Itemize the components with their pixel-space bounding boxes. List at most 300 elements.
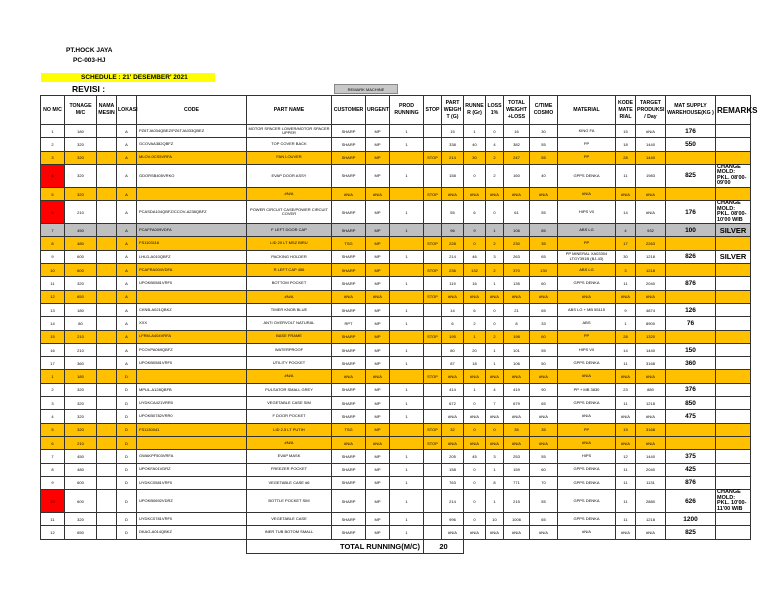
- cell-part-weight: 214: [442, 151, 464, 164]
- cell-customer: SHARP: [332, 151, 366, 164]
- cell-target: 3168: [636, 357, 666, 370]
- cell-remarks: [716, 526, 751, 539]
- cell-tonage: 600: [65, 264, 97, 277]
- cell-no: 15: [41, 330, 65, 343]
- cell-prod-running: 1: [390, 125, 424, 138]
- cell-material: GPPS DENKA: [558, 357, 616, 370]
- cell-remarks: [716, 423, 751, 436]
- cell-material: ABS LG: [558, 224, 616, 237]
- total-trailing-spacer: [464, 539, 751, 553]
- cell-runner: 1: [464, 330, 486, 343]
- cell-remarks: [716, 330, 751, 343]
- cell-material: ABS: [558, 317, 616, 330]
- cell-remarks: [716, 397, 751, 410]
- table-row: [41, 164, 751, 187]
- cell-code: UPOKB0581VRF0: [137, 277, 247, 290]
- cell-part-weight: #N/A: [442, 526, 464, 539]
- cell-remarks: [716, 436, 751, 449]
- cell-tonage: 180: [65, 125, 97, 138]
- col-part-name: PART NAME: [247, 96, 332, 125]
- cell-no: 2: [41, 138, 65, 151]
- table-row: [41, 125, 751, 138]
- cell-total-weight: 679: [504, 397, 530, 410]
- cell-material: HIPS V0: [558, 201, 616, 224]
- cell-loss: 1: [486, 490, 504, 513]
- cell-target: #N/A: [636, 187, 666, 200]
- cell-lokasi: A: [117, 138, 137, 151]
- table-row: [41, 151, 751, 164]
- cell-stop: [424, 250, 442, 263]
- cell-target: 1218: [636, 264, 666, 277]
- cell-prod-running: 1: [390, 526, 424, 539]
- cell-mat-supply: 825: [666, 164, 716, 187]
- cell-nama-mesin: [97, 277, 117, 290]
- cell-remarks: [716, 303, 751, 316]
- cell-stop: STOP: [424, 264, 442, 277]
- cell-lokasi: A: [117, 164, 137, 187]
- col-no-mc: NO M/C: [41, 96, 65, 125]
- cell-tonage: 450: [65, 450, 97, 463]
- cell-customer: #N/A: [332, 290, 366, 303]
- cell-runner: #N/A: [464, 436, 486, 449]
- cell-no: 10: [41, 264, 65, 277]
- cell-remarks: CHANGE MOLD: PKL. 10'00-11'00 WIB: [716, 490, 751, 513]
- cell-total-weight: 382: [504, 138, 530, 151]
- cell-customer: SHARP: [332, 450, 366, 463]
- cell-mat-supply: 876: [666, 476, 716, 489]
- cell-stop: [424, 463, 442, 476]
- cell-loss: 2: [486, 164, 504, 187]
- cell-material: #N/A: [558, 370, 616, 383]
- cell-target: #N/A: [636, 370, 666, 383]
- cell-no: 17: [41, 357, 65, 370]
- cell-runner: #N/A: [464, 370, 486, 383]
- col-lokasi: LOKASI: [117, 96, 137, 125]
- table-row: [41, 423, 751, 436]
- cell-part-name: #N/A: [247, 187, 332, 200]
- cell-customer: SHARP: [332, 513, 366, 526]
- cell-loss: 1: [486, 224, 504, 237]
- table-row: [41, 450, 751, 463]
- cell-tonage: 600: [65, 490, 97, 513]
- cell-nama-mesin: [97, 343, 117, 356]
- cell-material: ABS LG: [558, 264, 616, 277]
- cell-part-name: ANTI OVERVOLT NATURAL: [247, 317, 332, 330]
- cell-material: HIPS V0: [558, 343, 616, 356]
- cell-nama-mesin: [97, 201, 117, 224]
- cell-customer: SHARP: [332, 138, 366, 151]
- cell-lokasi: A: [117, 237, 137, 250]
- cell-target: #N/A: [636, 125, 666, 138]
- cell-code: LFRM-A404VRFA: [137, 330, 247, 343]
- cell-remarks: CHANGE MOLD: PKL. 08'00-10'00 WIB: [716, 201, 751, 224]
- cell-part-name: EVAP DOOR ASSY: [247, 164, 332, 187]
- cell-part-name: #N/A: [247, 436, 332, 449]
- cell-part-name: PULSATOR SMALL GREY: [247, 383, 332, 396]
- cell-loss: 0: [486, 303, 504, 316]
- cell-urgent: MP: [366, 151, 390, 164]
- table-row: [41, 237, 751, 250]
- cell-code: UYDKC0581VRF0: [137, 476, 247, 489]
- table-row: [41, 490, 751, 513]
- cell-prod-running: [390, 187, 424, 200]
- cell-nama-mesin: [97, 224, 117, 237]
- cell-runner: #N/A: [464, 290, 486, 303]
- cell-total-weight: 370: [504, 264, 530, 277]
- cell-no: 6: [41, 201, 65, 224]
- cell-runner: #N/A: [464, 187, 486, 200]
- cell-customer: TSG: [332, 237, 366, 250]
- cell-kode-material: 28: [616, 330, 636, 343]
- col-ctime: C/TIME COSMO: [530, 96, 558, 125]
- cell-loss: 10: [486, 513, 504, 526]
- cell-runner: 1: [464, 383, 486, 396]
- table-row: [41, 383, 751, 396]
- cell-remarks: [716, 450, 751, 463]
- cell-remarks: [716, 357, 751, 370]
- table-row: [41, 303, 751, 316]
- cell-runner: 0: [464, 237, 486, 250]
- cell-tonage: 180: [65, 303, 97, 316]
- cell-prod-running: 1: [390, 357, 424, 370]
- cell-kode-material: 12: [616, 450, 636, 463]
- cell-total-weight: #N/A: [504, 370, 530, 383]
- cell-nama-mesin: [97, 290, 117, 303]
- cell-total-weight: #N/A: [504, 436, 530, 449]
- cell-kode-material: 11: [616, 357, 636, 370]
- cell-remarks: [716, 264, 751, 277]
- cell-total-weight: 198: [504, 330, 530, 343]
- cell-target: 932: [636, 224, 666, 237]
- cell-tonage: 650: [65, 526, 97, 539]
- cell-nama-mesin: [97, 490, 117, 513]
- cell-code: [137, 436, 247, 449]
- cell-material: HIPS: [558, 450, 616, 463]
- cell-runner: 0: [464, 397, 486, 410]
- cell-lokasi: D: [117, 397, 137, 410]
- col-target: TARGET PRODUKSI / Day: [636, 96, 666, 125]
- cell-customer: SHARP: [332, 277, 366, 290]
- cell-prod-running: [390, 370, 424, 383]
- cell-material: PP: [558, 423, 616, 436]
- cell-material: GPPS DENKA: [558, 513, 616, 526]
- cell-tonage: 480: [65, 237, 97, 250]
- cell-prod-running: [390, 290, 424, 303]
- cell-customer: #N/A: [332, 370, 366, 383]
- cell-part-name: F LEFT DOOR CAP: [247, 224, 332, 237]
- cell-stop: [424, 224, 442, 237]
- cell-tonage: 320: [65, 513, 97, 526]
- cell-loss: 4: [486, 383, 504, 396]
- cell-ctime: 40: [530, 164, 558, 187]
- col-kode-material: KODE MATE RIAL: [616, 96, 636, 125]
- cell-tonage: 480: [65, 463, 97, 476]
- cell-target: 880: [636, 383, 666, 396]
- cell-mat-supply: [666, 290, 716, 303]
- table-row: [41, 201, 751, 224]
- cell-remarks: [716, 476, 751, 489]
- cell-total-weight: 35: [504, 423, 530, 436]
- cell-ctime: 30: [530, 125, 558, 138]
- cell-part-name: WATERPROOF: [247, 343, 332, 356]
- cell-remarks: [716, 317, 751, 330]
- cell-nama-mesin: [97, 383, 117, 396]
- cell-part-name: MOTOR SPACER LOWER/MOTOR SPACER UPPER: [247, 125, 332, 138]
- col-part-weight: PART WEIGH T (G): [442, 96, 464, 125]
- cell-kode-material: 3: [616, 264, 636, 277]
- cell-target: 2263: [636, 237, 666, 250]
- col-urgent: URGENT: [366, 96, 390, 125]
- cell-mat-supply: 626: [666, 490, 716, 513]
- cell-runner: 2: [464, 317, 486, 330]
- cell-kode-material: 11: [616, 164, 636, 187]
- cell-ctime: 35: [530, 423, 558, 436]
- table-row: [41, 526, 751, 539]
- col-stop: STOP: [424, 96, 442, 125]
- cell-ctime: 55: [530, 201, 558, 224]
- cell-target: 1218: [636, 513, 666, 526]
- cell-urgent: MP: [366, 250, 390, 263]
- cell-remarks: [716, 383, 751, 396]
- cell-kode-material: 17: [616, 237, 636, 250]
- cell-remarks: [716, 410, 751, 423]
- cell-code: [137, 187, 247, 200]
- cell-stop: [424, 164, 442, 187]
- cell-code: [137, 370, 247, 383]
- cell-ctime: #N/A: [530, 436, 558, 449]
- cell-nama-mesin: [97, 187, 117, 200]
- cell-stop: STOP: [424, 151, 442, 164]
- cell-material: GPPS DENKA: [558, 476, 616, 489]
- cell-total-weight: 21: [504, 303, 530, 316]
- cell-no: 1: [41, 125, 65, 138]
- cell-nama-mesin: [97, 264, 117, 277]
- cell-material: GPPS DENKA: [558, 490, 616, 513]
- cell-urgent: MP: [366, 125, 390, 138]
- cell-total-weight: 8: [504, 317, 530, 330]
- cell-target: #N/A: [636, 290, 666, 303]
- header-row: [41, 96, 751, 125]
- cell-ctime: 130: [530, 264, 558, 277]
- cell-ctime: 55: [530, 450, 558, 463]
- cell-remarks: [716, 237, 751, 250]
- cell-urgent: MP: [366, 450, 390, 463]
- cell-lokasi: D: [117, 370, 137, 383]
- cell-kode-material: 23: [616, 383, 636, 396]
- cell-runner: 1: [464, 125, 486, 138]
- cell-runner: #N/A: [464, 526, 486, 539]
- cell-material: ABS LG + MB 55115: [558, 303, 616, 316]
- cell-target: 1983: [636, 164, 666, 187]
- cell-kode-material: #N/A: [616, 436, 636, 449]
- total-running-value: 20: [424, 539, 464, 553]
- table-row: [41, 330, 751, 343]
- table-row: [41, 476, 751, 489]
- cell-runner: 30: [464, 151, 486, 164]
- cell-total-weight: 135: [504, 277, 530, 290]
- cell-loss: 7: [486, 397, 504, 410]
- cell-total-weight: 263: [504, 250, 530, 263]
- cell-customer: RPT: [332, 317, 366, 330]
- cell-remarks: CHANGE MOLD: PKL. 08'00-09'00: [716, 164, 751, 187]
- cell-part-weight: #N/A: [442, 187, 464, 200]
- cell-tonage: 320: [65, 423, 97, 436]
- cell-prod-running: 1: [390, 224, 424, 237]
- cell-customer: SHARP: [332, 264, 366, 277]
- cell-part-weight: #N/A: [442, 436, 464, 449]
- cell-runner: 0: [464, 490, 486, 513]
- cell-customer: #N/A: [332, 436, 366, 449]
- cell-target: #N/A: [636, 526, 666, 539]
- cell-target: 2880: [636, 490, 666, 513]
- cell-no: 7: [41, 450, 65, 463]
- cell-remarks: [716, 370, 751, 383]
- cell-kode-material: 18: [616, 138, 636, 151]
- cell-target: #N/A: [636, 436, 666, 449]
- cell-part-name: BOTTLE POCKET SIM: [247, 490, 332, 513]
- cell-ctime: 33: [530, 317, 558, 330]
- cell-stop: [424, 513, 442, 526]
- cell-loss: #N/A: [486, 410, 504, 423]
- cell-lokasi: A: [117, 264, 137, 277]
- cell-kode-material: 14: [616, 343, 636, 356]
- cell-nama-mesin: [97, 526, 117, 539]
- cell-urgent: MP: [366, 303, 390, 316]
- cell-part-name: UTILITY POCKET: [247, 357, 332, 370]
- cell-target: 8900: [636, 317, 666, 330]
- cell-customer: SHARP: [332, 330, 366, 343]
- cell-runner: 0: [464, 463, 486, 476]
- production-schedule-table: [40, 95, 758, 554]
- cell-remarks: [716, 290, 751, 303]
- cell-code: GCOVAA382QBFZ: [137, 138, 247, 151]
- cell-kode-material: #N/A: [616, 526, 636, 539]
- cell-target: 1440: [636, 450, 666, 463]
- table-row: [41, 410, 751, 423]
- cell-mat-supply: 550: [666, 138, 716, 151]
- cell-code: LHLD-A010QBFZ: [137, 250, 247, 263]
- cell-code: PCOVPA069QBFZ: [137, 343, 247, 356]
- cell-part-name: #N/A: [247, 290, 332, 303]
- cell-urgent: MP: [366, 513, 390, 526]
- cell-customer: SHARP: [332, 164, 366, 187]
- cell-total-weight: 106: [504, 357, 530, 370]
- cell-prod-running: [390, 151, 424, 164]
- cell-urgent: MP: [366, 330, 390, 343]
- cell-part-name: VEGETABLE CASE SIM: [247, 397, 332, 410]
- cell-prod-running: [390, 237, 424, 250]
- revisi-label: REVISI :: [72, 84, 106, 94]
- cell-kode-material: 11: [616, 476, 636, 489]
- cell-material: PP + MB 3830: [558, 383, 616, 396]
- cell-remarks: [716, 138, 751, 151]
- cell-kode-material: 28: [616, 151, 636, 164]
- cell-mat-supply: [666, 264, 716, 277]
- cell-lokasi: D: [117, 436, 137, 449]
- cell-total-weight: 61: [504, 201, 530, 224]
- cell-part-name: VEGETABLE CASE: [247, 513, 332, 526]
- cell-runner: 45: [464, 450, 486, 463]
- cell-lokasi: A: [117, 290, 137, 303]
- cell-urgent: MP: [366, 410, 390, 423]
- cell-nama-mesin: [97, 250, 117, 263]
- cell-target: 1320: [636, 330, 666, 343]
- cell-stop: [424, 277, 442, 290]
- cell-material: PP: [558, 151, 616, 164]
- cell-loss: 8: [486, 476, 504, 489]
- cell-mat-supply: [666, 187, 716, 200]
- cell-ctime: 55: [530, 151, 558, 164]
- cell-tonage: 320: [65, 410, 97, 423]
- cell-code: UYDKC0781VRF0: [137, 513, 247, 526]
- cell-customer: SHARP: [332, 250, 366, 263]
- cell-no: 4: [41, 410, 65, 423]
- cell-part-weight: 119: [442, 277, 464, 290]
- cell-prod-running: 1: [390, 201, 424, 224]
- cell-material: GPPS DENKA: [558, 463, 616, 476]
- cell-lokasi: D: [117, 410, 137, 423]
- cell-urgent: #N/A: [366, 436, 390, 449]
- cell-urgent: MP: [366, 463, 390, 476]
- cell-customer: SHARP: [332, 490, 366, 513]
- cell-ctime: #N/A: [530, 410, 558, 423]
- cell-no: 4: [41, 164, 65, 187]
- cell-lokasi: A: [117, 277, 137, 290]
- cell-part-name: LID 20 LT MSZ BIRU: [247, 237, 332, 250]
- cell-no: 16: [41, 343, 65, 356]
- cell-code: DKAG-A014QBKZ: [137, 526, 247, 539]
- cell-tonage: 210: [65, 436, 97, 449]
- cell-prod-running: 1: [390, 450, 424, 463]
- cell-lokasi: A: [117, 357, 137, 370]
- col-customer: CUSTOMER: [332, 96, 366, 125]
- cell-loss: #N/A: [486, 370, 504, 383]
- cell-no: 12: [41, 290, 65, 303]
- table-row: [41, 277, 751, 290]
- cell-runner: 0: [464, 164, 486, 187]
- cell-stop: [424, 343, 442, 356]
- cell-target: 1218: [636, 397, 666, 410]
- cell-no: 9: [41, 476, 65, 489]
- cell-urgent: MP: [366, 423, 390, 436]
- cell-customer: SHARP: [332, 125, 366, 138]
- cell-code: GWAKPF503VRFA: [137, 450, 247, 463]
- table-row: [41, 357, 751, 370]
- cell-kode-material: 11: [616, 397, 636, 410]
- cell-mat-supply: [666, 237, 716, 250]
- col-remarks: REMARKS: [716, 96, 751, 125]
- cell-urgent: MP: [366, 138, 390, 151]
- cell-urgent: MP: [366, 224, 390, 237]
- cell-material: #N/A: [558, 187, 616, 200]
- cell-kode-material: 11: [616, 490, 636, 513]
- cell-kode-material: 30: [616, 250, 636, 263]
- company-title: PT.HOCK JAYA: [66, 47, 113, 54]
- cell-prod-running: 1: [390, 303, 424, 316]
- cell-remarks: [716, 463, 751, 476]
- cell-target: 1440: [636, 151, 666, 164]
- table-row: [41, 187, 751, 200]
- company-name: [66, 46, 112, 66]
- cell-customer: #N/A: [332, 187, 366, 200]
- cell-urgent: MP: [366, 476, 390, 489]
- cell-part-weight: 96: [442, 224, 464, 237]
- cell-lokasi: D: [117, 450, 137, 463]
- cell-tonage: 180: [65, 370, 97, 383]
- cell-urgent: MP: [366, 383, 390, 396]
- cell-part-name: LID 2.5 LT PUTIH: [247, 423, 332, 436]
- cell-mat-supply: 100: [666, 224, 716, 237]
